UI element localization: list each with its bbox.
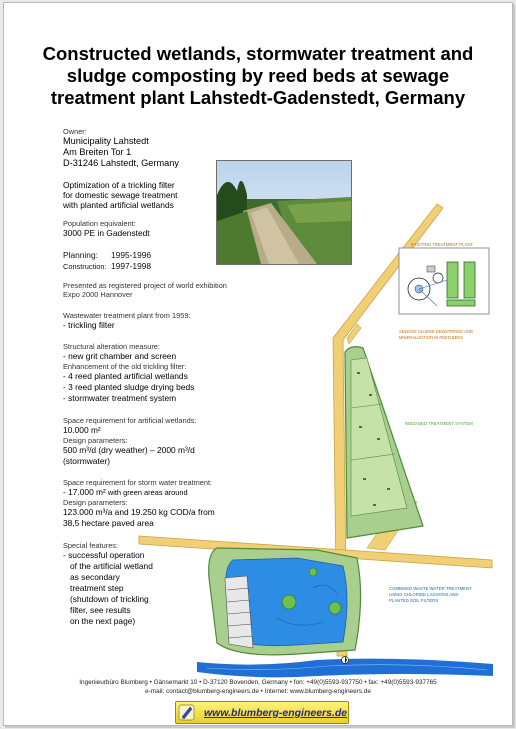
owner-label: Owner: — [63, 127, 87, 136]
title-line-2: sludge composting by reed beds at sewage — [66, 65, 450, 86]
island-2 — [329, 602, 341, 614]
footer-line-2: e-mail: contact@blumberg-engineers.de • Internet: www.blumberg-engineers.de — [145, 688, 371, 695]
special-line-4: treatment step — [70, 583, 124, 593]
label-combined-line-2: USING CHLORIDE LAGOONS AND — [389, 592, 459, 597]
pen-icon — [176, 702, 198, 723]
special-label: Special features: — [63, 541, 119, 550]
owner-line-2: Am Breiten Tor 1 — [63, 147, 132, 157]
website-link[interactable]: www.blumberg-engineers.de — [204, 706, 348, 719]
space-storm-params-2: 38,5 hectare paved area — [63, 518, 154, 528]
website-button[interactable] — [175, 701, 349, 724]
special-line-3: as secondary — [70, 572, 120, 582]
special-line-7: on the next page) — [70, 616, 136, 626]
optimization-line-3: with planted artificial wetlands — [63, 200, 174, 210]
sludge-bed-3 — [447, 300, 475, 306]
structural-item-1: - new grit chamber and screen — [63, 351, 177, 361]
label-sludge-line-1: SEWAGE SLUDGE DEWATERING AND — [399, 329, 473, 334]
owner-line-1: Municipality Lahstedt — [63, 136, 149, 146]
site-plan — [137, 198, 493, 684]
planning-label: Planning: — [63, 250, 98, 260]
sludge-bed-1 — [447, 262, 458, 298]
space-storm-value-note: with green areas around — [105, 488, 188, 497]
space-storm-value-main: - 17.000 m² — [63, 487, 106, 497]
space-storm-params-label: Design parameters: — [63, 498, 128, 507]
label-existing-plant: EXISTING TREATMENT PLANT — [411, 242, 474, 247]
structural-label: Structural alteration measure: — [63, 342, 160, 351]
title-line-1: Constructed wetlands, stormwater treatment and — [42, 43, 474, 64]
space-wetlands-params-1: 500 m³/d (dry weather) – 2000 m³/d — [63, 445, 195, 455]
document-page — [3, 2, 513, 726]
optimization-line-2: for domestic sewage treatment — [63, 190, 178, 200]
page-title — [24, 43, 492, 109]
structural-label-2: Enhancement of the old trickling filter: — [63, 362, 187, 371]
label-combined-line-1: COMBINED WASTE WATER TREATMENT — [389, 586, 472, 591]
title-line-3: treatment plant Lahstedt-Gadenstedt, Germany — [50, 87, 466, 108]
label-reedbed-system: REED BED TREATMENT SYSTEM — [405, 421, 473, 426]
special-line-2: of the artificial wetland — [70, 561, 153, 571]
special-line-5: (shutdown of trickling — [70, 594, 149, 604]
sludge-bed-2 — [464, 262, 475, 298]
structural-item-3: - 3 reed planted sludge drying beds — [63, 382, 195, 392]
label-sludge-line-2: MINERALIZATION IN REED BEDS — [399, 335, 464, 340]
space-wetlands-value: 10.000 m² — [63, 425, 101, 435]
space-wetlands-params-label: Design parameters: — [63, 436, 128, 445]
space-storm-params-1: 123.000 m³/a and 19.250 kg COD/a from — [63, 507, 215, 517]
structural-item-4: - stormwater treatment system — [63, 393, 177, 403]
space-wetlands-label: Space requirement for artificial wetlands: — [63, 416, 197, 425]
island-1 — [282, 595, 296, 609]
footer-line-1: Ingenieurbüro Blumberg • Gänsemarkt 10 • D-37120 Bovenden, Germany • fon: +49(0)5593-937750 • fax: +49(0)5593-937765 — [79, 679, 437, 686]
label-combined-line-3: PLANTED SOIL FILTERS — [389, 598, 439, 603]
north-arrow-icon — [342, 656, 349, 664]
wwtp-label: Wastewater treatment plant from 1959: — [63, 311, 191, 320]
construction-label: Construction: — [63, 262, 107, 271]
space-storm-label: Space requirement for storm water treatment: — [63, 478, 213, 487]
structural-item-2: - 4 reed planted artificial wetlands — [63, 371, 188, 381]
expo-line-1: Presented as registered project of world exhibition — [63, 281, 227, 290]
wwtp-item-1: - trickling filter — [63, 320, 115, 330]
space-wetlands-params-2: (stormwater) — [63, 456, 110, 466]
special-line-1: - successful operation — [63, 550, 145, 560]
owner-line-3: D-31246 Lahstedt, Germany — [63, 158, 179, 168]
special-line-6: filter, see results — [70, 605, 131, 615]
footer — [24, 678, 492, 696]
population-label: Population equivalent: — [63, 219, 136, 228]
planning-value: 1995-1996 — [111, 250, 152, 260]
population-value: 3000 PE in Gadenstedt — [63, 228, 150, 238]
construction-value: 1997-1998 — [111, 261, 152, 271]
optimization-line-1: Optimization of a trickling filter — [63, 180, 175, 190]
expo-line-2: Expo 2000 Hannover — [63, 290, 133, 299]
island-3 — [309, 568, 317, 576]
reedbed-inner — [351, 358, 407, 516]
